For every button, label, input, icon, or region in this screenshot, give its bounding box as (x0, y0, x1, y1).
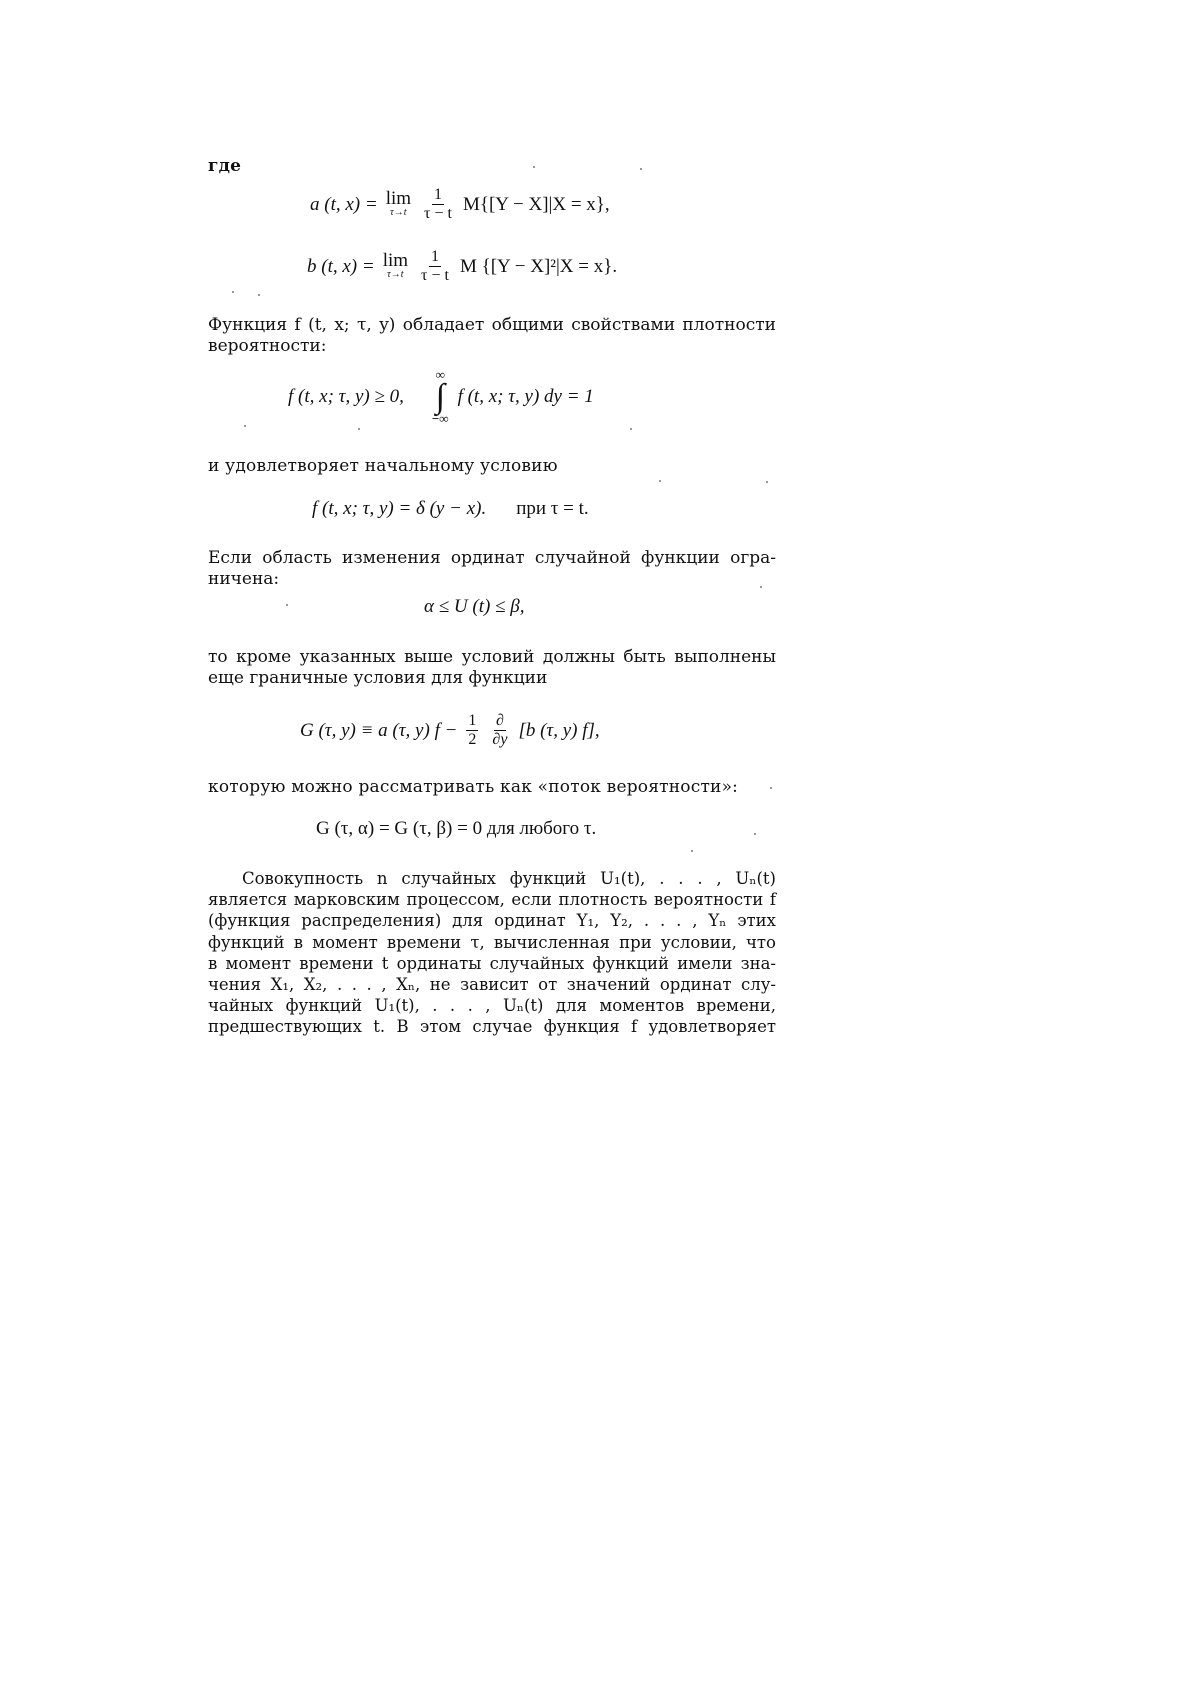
formula-f-fraction-2 (490, 712, 509, 749)
scan-speck (659, 480, 661, 482)
scan-speck (286, 604, 288, 606)
paragraph-6-line-8: предшествующих t. В этом случае функция f удовлетворяет (208, 1017, 776, 1037)
paragraph-6-line-6: чения X₁, X₂, . . . , Xₙ, не зависит от значений ординат слу- (208, 975, 776, 995)
scan-speck (358, 428, 360, 430)
formula-a-num: 1 (433, 186, 442, 203)
formula-b-lim-sub: τ→t (387, 268, 404, 280)
formula-a-fraction (422, 186, 454, 223)
formula-b-den: τ − t (421, 267, 449, 284)
paragraph-6-line-1: Совокупность n случайных функций U₁(t), . . . , Uₙ(t) (242, 869, 776, 888)
scan-speck (232, 291, 234, 293)
formula-a-lim-sub: τ→t (390, 206, 407, 218)
scan-speck (640, 168, 642, 170)
formula-a-rhs: M{[Y − X]|X = x}, (462, 193, 610, 215)
paragraph-6-line-2: является марковским процессом, если плотность вероятности f (208, 890, 776, 910)
formula-f-rhs: [b (τ, y) f], (518, 719, 600, 741)
formula-f (300, 712, 600, 749)
scan-speck (766, 481, 768, 483)
formula-d-condition: при τ = t. (516, 498, 589, 519)
integral-lower-limit: −∞ (431, 411, 449, 426)
paragraph-6 (208, 868, 776, 1038)
formula-g: G (τ, α) = G (τ, β) = 0 для любого τ. (316, 818, 597, 839)
paragraph-6-line-5: в момент времени t ординаты случайных функций имели зна- (208, 953, 776, 973)
formula-c-right: f (t, x; τ, y) dy = 1 (457, 386, 594, 407)
formula-b-limit (382, 249, 409, 281)
formula-b-rhs: M {[Y − X]²|X = x}. (459, 255, 618, 277)
formula-a (310, 186, 610, 223)
paragraph-4 (208, 647, 776, 690)
paragraph-6-line-3: (функция распределения) для ординат Y₁, Y₂, . . . , Yₙ этих (208, 911, 776, 931)
paragraph-2: и удовлетворяет начальному условию (208, 456, 558, 476)
paragraph-4-line-2: еще граничные условия для функции (208, 668, 548, 689)
paragraph-1-line-1: Функция f (t, x; τ, y) обладает общими свойствами плотности (208, 315, 776, 335)
formula-d-expr: f (t, x; τ, y) = δ (y − x). (312, 498, 487, 519)
integral-sign: ∫ (435, 378, 445, 415)
paragraph-6-line-7: чайных функций U₁(t), . . . , Uₙ(t) для моментов времени, (208, 996, 776, 1016)
scan-speck (533, 166, 535, 168)
formula-b (307, 248, 617, 285)
formula-a-lhs: a (t, x) = (310, 193, 378, 215)
formula-c (288, 368, 594, 426)
paragraph-4-line-1: то кроме указанных выше условий должны быть выполнены (208, 647, 776, 667)
scan-speck (258, 294, 260, 296)
formula-f-lhs: G (τ, y) ≡ a (τ, y) f − (300, 719, 458, 741)
scan-speck (760, 586, 762, 588)
scan-speck (244, 425, 246, 427)
formula-c-left: f (t, x; τ, y) ≥ 0, (288, 386, 404, 407)
integral-symbol (432, 368, 449, 426)
formula-b-lim: lim (382, 249, 409, 271)
paragraph-1 (208, 315, 776, 358)
formula-a-lim: lim (385, 187, 412, 209)
formula-a-den: τ − t (424, 205, 452, 222)
formula-d (312, 498, 589, 520)
paragraph-1-line-2: вероятности: (208, 336, 327, 357)
formula-f-fraction-1 (466, 712, 478, 749)
scan-speck (630, 428, 632, 430)
formula-f-num-2: ∂ (495, 712, 504, 729)
formula-b-lhs: b (t, x) = (307, 255, 375, 277)
formula-f-den-2: ∂y (492, 731, 508, 748)
formula-f-num-1: 1 (468, 712, 477, 729)
paragraph-3-line-2: ничена: (208, 569, 280, 590)
formula-a-limit (385, 187, 412, 219)
formula-e: α ≤ U (t) ≤ β, (424, 596, 525, 617)
intro-word: где (208, 156, 242, 176)
paragraph-5: которую можно рассматривать как «поток вероятности»: (208, 777, 739, 797)
scan-speck (691, 850, 693, 852)
scan-speck (754, 833, 756, 835)
paragraph-3-line-1: Если область изменения ординат случайной функции огра- (208, 548, 776, 568)
formula-b-fraction (419, 248, 451, 285)
integral-upper-limit: ∞ (435, 367, 445, 382)
formula-f-den-1: 2 (468, 731, 477, 748)
formula-b-num: 1 (430, 248, 439, 265)
paragraph-6-line-4: функций в момент времени τ, вычисленная при условии, что (208, 932, 776, 952)
scan-speck (770, 787, 772, 789)
paragraph-3 (208, 548, 776, 591)
